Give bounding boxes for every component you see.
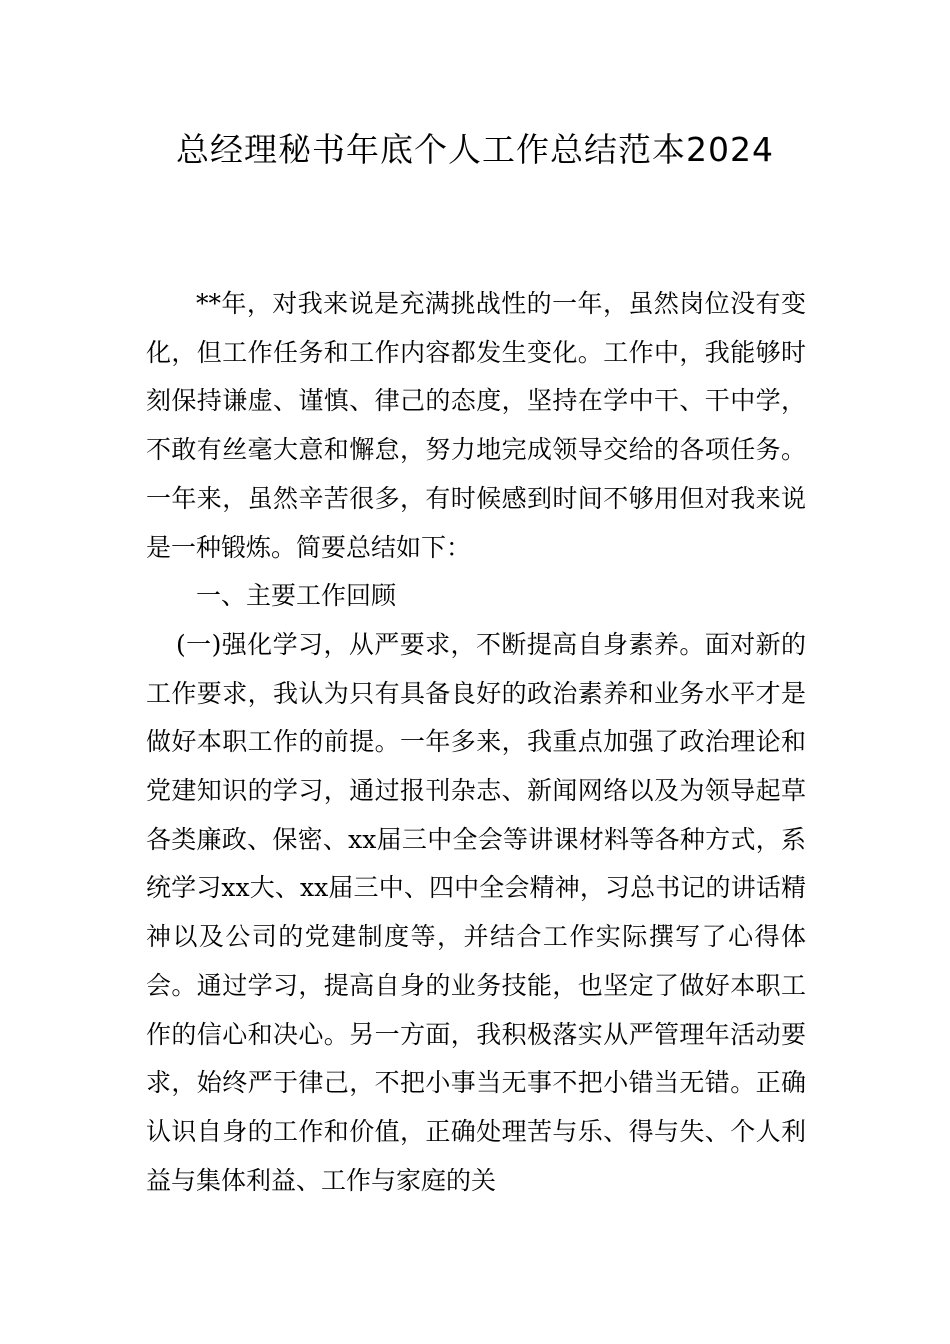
- intro-paragraph: **年，对我来说是充满挑战性的一年，虽然岗位没有变化，但工作任务和工作内容都发生变化。工作中，我能够时刻保持谦虚、谨慎、律己的态度，坚持在学中干、干中学，不敢有丝毫大意和懈怠，努力地完成领导交给的各项任务。一年来，虽然辛苦很多，有时候感到时间不够用但对我来说是一种锻炼。简要总结如下：: [146, 289, 806, 562]
- document-body: [146, 280, 806, 1205]
- document-title: 总经理秘书年底个人工作总结范本2024: [176, 130, 774, 169]
- section-paragraph: (一)强化学习，从严要求，不断提高自身素养。面对新的工作要求，我认为只有具备良好的政治素养和业务水平才是做好本职工作的前提。一年多来，我重点加强了政治理论和党建知识的学习，通过报刊杂志、新闻网络以及为领导起草各类廉政、保密、xx届三中全会等讲课材料等各种方式，系统学习xx大、xx届三中、四中全会精神，习总书记的讲话精神以及公司的党建制度等，并结合工作实际撰写了心得体会。通过学习，提高自身的业务技能，也坚定了做好本职工作的信心和决心。另一方面，我积极落实从严管理年活动要求，始终严于律己，不把小事当无事不把小错当无错。正确认识自身的工作和价值，正确处理苦与乐、得与失、个人利益与集体利益、工作与家庭的关: [146, 629, 806, 1195]
- section-heading: 一、主要工作回顾: [196, 581, 397, 611]
